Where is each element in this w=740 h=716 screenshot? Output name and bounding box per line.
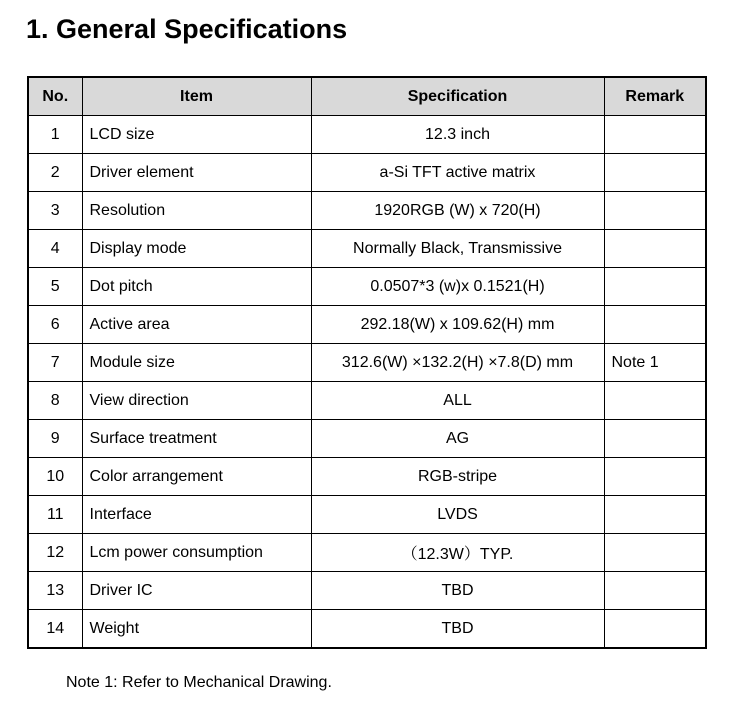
cell-item: Color arrangement [82,458,311,496]
cell-item: LCD size [82,116,311,154]
table-header [28,77,706,116]
cell-item: View direction [82,382,311,420]
cell-item: Driver element [82,154,311,192]
cell-remark [604,192,706,230]
cell-specification: （12.3W）TYP. [311,534,604,572]
cell-remark [604,154,706,192]
table-row [28,192,706,230]
cell-remark [604,306,706,344]
specifications-table [27,76,707,649]
footnote: Note 1: Refer to Mechanical Drawing. [66,674,332,691]
cell-item: Display mode [82,230,311,268]
cell-no: 12 [28,534,82,572]
cell-item: Module size [82,344,311,382]
cell-item: Surface treatment [82,420,311,458]
cell-no: 8 [28,382,82,420]
cell-specification: RGB-stripe [311,458,604,496]
cell-no: 13 [28,572,82,610]
table-row [28,344,706,382]
cell-remark [604,382,706,420]
table-row [28,420,706,458]
cell-item: Lcm power consumption [82,534,311,572]
table-row [28,382,706,420]
cell-no: 7 [28,344,82,382]
table-row [28,268,706,306]
cell-specification: AG [311,420,604,458]
table-row [28,534,706,572]
cell-remark [604,116,706,154]
cell-remark [604,230,706,268]
table-row [28,154,706,192]
table-row [28,496,706,534]
cell-specification: 292.18(W) x 109.62(H) mm [311,306,604,344]
table-row [28,610,706,649]
cell-remark: Note 1 [604,344,706,382]
table-row [28,230,706,268]
header-row [28,77,706,116]
cell-remark [604,534,706,572]
cell-remark [604,458,706,496]
cell-remark [604,572,706,610]
cell-item: Active area [82,306,311,344]
cell-no: 11 [28,496,82,534]
cell-specification: LVDS [311,496,604,534]
cell-no: 5 [28,268,82,306]
cell-item: Resolution [82,192,311,230]
cell-specification: TBD [311,572,604,610]
cell-no: 6 [28,306,82,344]
page-title: 1. General Specifications [26,14,348,44]
cell-remark [604,268,706,306]
cell-item: Dot pitch [82,268,311,306]
cell-remark [604,420,706,458]
table-body [28,116,706,649]
table-row [28,572,706,610]
table-row [28,306,706,344]
cell-remark [604,496,706,534]
header-item: Item [82,77,311,116]
cell-no: 10 [28,458,82,496]
cell-specification: 0.0507*3 (w)x 0.1521(H) [311,268,604,306]
cell-specification: 1920RGB (W) x 720(H) [311,192,604,230]
cell-remark [604,610,706,649]
header-specification: Specification [311,77,604,116]
cell-item: Weight [82,610,311,649]
cell-no: 4 [28,230,82,268]
cell-no: 1 [28,116,82,154]
cell-no: 2 [28,154,82,192]
cell-no: 3 [28,192,82,230]
header-no: No. [28,77,82,116]
table-row [28,116,706,154]
header-remark: Remark [604,77,706,116]
cell-item: Driver IC [82,572,311,610]
table-row [28,458,706,496]
cell-specification: 312.6(W) ×132.2(H) ×7.8(D) mm [311,344,604,382]
cell-no: 14 [28,610,82,649]
cell-specification: ALL [311,382,604,420]
cell-no: 9 [28,420,82,458]
cell-specification: Normally Black, Transmissive [311,230,604,268]
cell-specification: a-Si TFT active matrix [311,154,604,192]
cell-specification: 12.3 inch [311,116,604,154]
cell-specification: TBD [311,610,604,649]
cell-item: Interface [82,496,311,534]
